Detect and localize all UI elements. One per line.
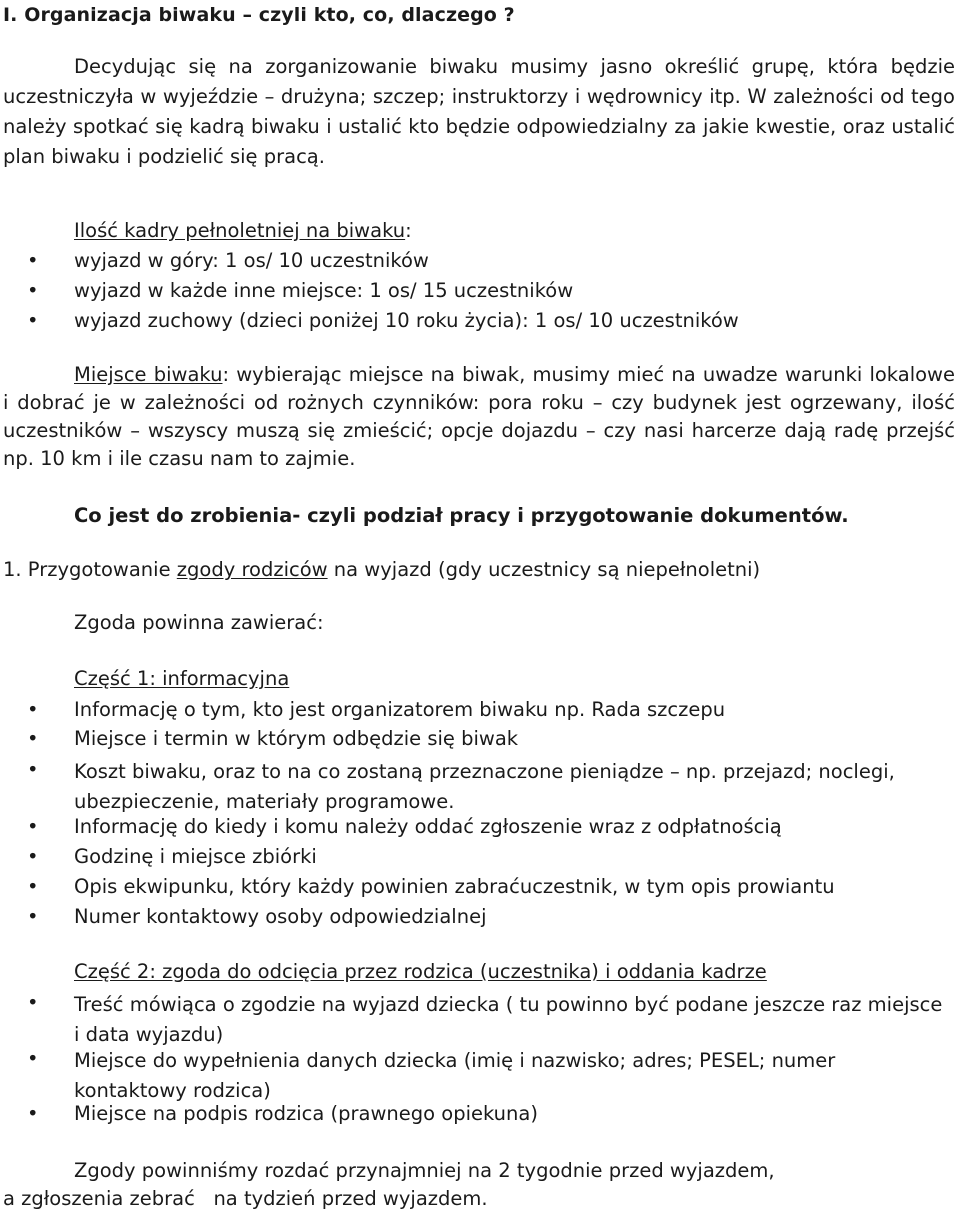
bullet-icon: • <box>27 1047 39 1070</box>
bullet-icon: • <box>27 279 39 302</box>
part1-item: Informację do kiedy i komu należy oddać zgłoszenie wraz z odpłatnością <box>74 815 782 838</box>
consent-suffix: na wyjazd (gdy uczestnicy są niepełnoletni) <box>327 558 761 581</box>
part1-item: Miejsce i termin w którym odbędzie się biwak <box>74 727 519 750</box>
staff-label-line <box>74 219 412 242</box>
bullet-icon: • <box>27 875 39 898</box>
bullet-icon: • <box>27 758 39 781</box>
staff-item: wyjazd w góry: 1 os/ 10 uczestników <box>74 249 429 272</box>
place-label: Miejsce biwaku <box>74 363 223 386</box>
part2-item: Treść mówiąca o zgodzie na wyjazd dziecka ( tu powinno być podane jeszcze raz miejsce i data wyjazdu) <box>74 993 943 1046</box>
bullet-icon: • <box>27 991 39 1014</box>
bullet-icon: • <box>27 1102 39 1125</box>
closing-line-2: a zgłoszenia zebrać na tydzień przed wyjazdem. <box>3 1187 488 1210</box>
consent-line <box>3 558 760 581</box>
place-text: : wybierając miejsce na biwak, musimy mieć na uwadze warunki lokalowe i dobrać je w zależności od rożnych czynników: pora roku – czy budynek jest ogrzewany, ilość uczestników – wszyscy muszą się zmieścić; opcje dojazdu – czy nasi harcerze dają radę przejść np. 10 km i ile czasu nam to zajmie. <box>3 363 956 470</box>
part2-item: Miejsce do wypełnienia danych dziecka (imię i nazwisko; adres; PESEL; numer kontaktowy rodzica) <box>74 1049 836 1102</box>
bullet-icon: • <box>27 815 39 838</box>
consent-link: zgody rodziców <box>176 558 328 581</box>
part1-item: Informację o tym, kto jest organizatorem biwaku np. Rada szczepu <box>74 698 726 721</box>
staff-label: Ilość kadry pełnoletniej na biwaku <box>74 219 406 242</box>
part2-item: Miejsce na podpis rodzica (prawnego opiekuna) <box>74 1102 538 1125</box>
place-paragraph <box>3 361 955 473</box>
part1-item: Godzinę i miejsce zbiórki <box>74 845 317 868</box>
staff-item: wyjazd zuchowy (dzieci poniżej 10 roku życia): 1 os/ 10 uczestników <box>74 309 739 332</box>
part1-item: Opis ekwipunku, który każdy powinien zabraćuczestnik, w tym opis prowiantu <box>74 875 835 898</box>
closing-line-1: Zgody powinniśmy rozdać przynajmniej na 2 tygodnie przed wyjazdem, <box>74 1159 775 1182</box>
consent-prefix: 1. Przygotowanie <box>3 558 177 581</box>
part1-item: Koszt biwaku, oraz to na co zostaną przeznaczone pieniądze – np. przejazd; noclegi, ubezpieczenie, materiały programowe. <box>74 760 895 813</box>
part2-title: Część 2: zgoda do odcięcia przez rodzica (uczestnika) i oddania kadrze <box>74 960 767 983</box>
staff-label-colon: : <box>405 219 412 242</box>
bullet-icon: • <box>27 698 39 721</box>
staff-item: wyjazd w każde inne miejsce: 1 os/ 15 uczestników <box>74 279 574 302</box>
bullet-icon: • <box>27 905 39 928</box>
bullet-icon: • <box>27 845 39 868</box>
tasks-heading: Co jest do zrobienia- czyli podział pracy i przygotowanie dokumentów. <box>74 504 849 527</box>
bullet-icon: • <box>27 249 39 272</box>
bullet-icon: • <box>27 309 39 332</box>
should-contain-label: Zgoda powinna zawierać: <box>74 611 324 634</box>
part1-item: Numer kontaktowy osoby odpowiedzialnej <box>74 905 487 928</box>
section-heading: I. Organizacja biwaku – czyli kto, co, dlaczego ? <box>3 4 515 26</box>
intro-paragraph: Decydując się na zorganizowanie biwaku musimy jasno określić grupę, która będzie uczestniczyła w wyjeździe – drużyna; szczep; instruktorzy i wędrownicy itp. W zależności od tego należy spotkać się kadrą biwaku i ustalić kto będzie odpowiedzialny za jakie kwestie, oraz ustalić plan biwaku i podzielić się pracą. <box>3 55 955 168</box>
bullet-icon: • <box>27 727 39 750</box>
part1-title: Część 1: informacyjna <box>74 667 290 690</box>
